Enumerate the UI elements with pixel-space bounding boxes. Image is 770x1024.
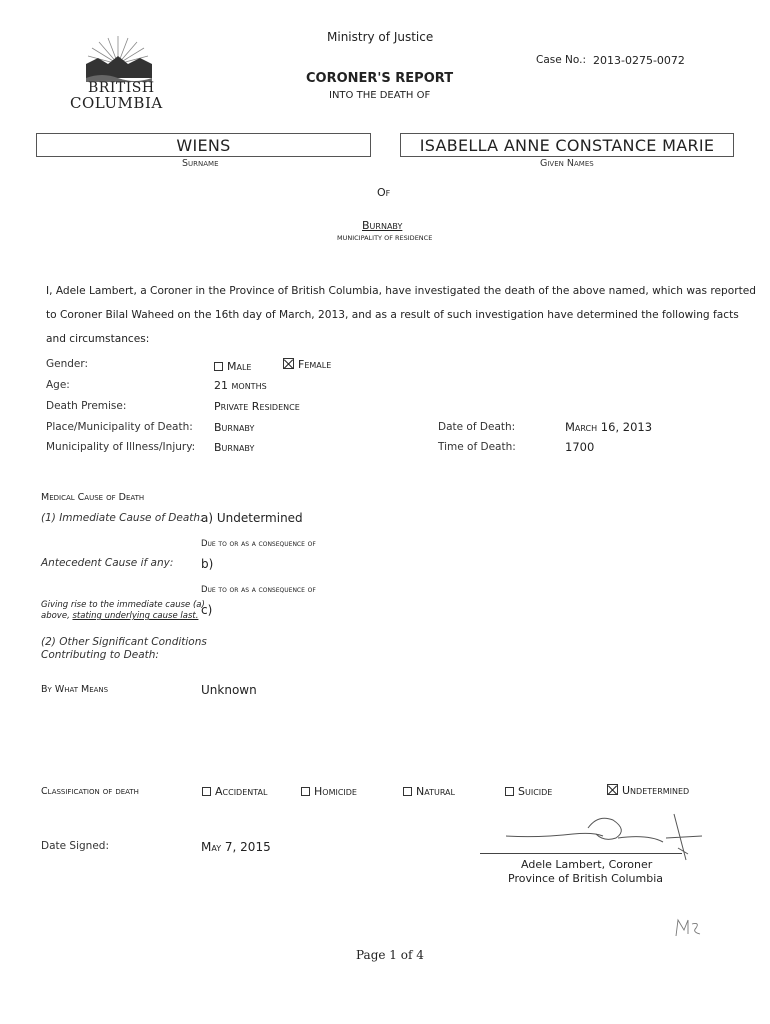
case-number: 2013-0275-0072	[593, 54, 685, 67]
signatory-name: Adele Lambert, Coroner	[521, 858, 653, 871]
classification-suicide-text: Suicide	[518, 785, 553, 798]
place-of-death-value: Burnaby	[214, 421, 255, 434]
case-number-label: Case No.:	[536, 54, 587, 66]
statement-line-2: to Coroner Bilal Waheed on the 16th day of March, 2013, and as a result of such investigation have determined the following facts	[46, 309, 739, 321]
classification-homicide	[301, 785, 357, 798]
date-signed-label: Date Signed:	[41, 840, 109, 852]
immediate-cause-label: (1) Immediate Cause of Death:	[41, 512, 204, 524]
antecedent-cause-value: b)	[201, 557, 214, 571]
medical-cause-heading: Medical Cause of Death	[41, 492, 145, 503]
illness-municipality-value: Burnaby	[214, 441, 255, 454]
bc-sun-mountain-icon	[68, 34, 168, 86]
classification-natural-text: Natural	[416, 785, 455, 798]
gender-female-text: Female	[298, 358, 332, 371]
of-label: Of	[377, 186, 391, 199]
surname-value: WIENS	[176, 135, 231, 155]
giving-rise-line-2a: above,	[41, 611, 73, 621]
surname-label: Surname	[182, 158, 219, 169]
underlying-cause-value: c)	[201, 603, 213, 617]
other-conditions-label-2: Contributing to Death:	[41, 649, 159, 661]
municipality-value: Burnaby	[362, 219, 403, 232]
immediate-cause-value: a) Undetermined	[201, 511, 303, 525]
by-what-means-value: Unknown	[201, 683, 257, 697]
given-names-value: ISABELLA ANNE CONSTANCE MARIE	[419, 135, 715, 155]
signature-line	[480, 853, 682, 854]
classification-undetermined-text: Undetermined	[622, 784, 690, 797]
giving-rise-line-2b: stating underlying cause last.	[72, 611, 199, 621]
due-to-2: Due to or as a consequence of	[201, 585, 316, 595]
classification-homicide-text: Homicide	[314, 785, 357, 798]
place-of-death-label: Place/Municipality of Death:	[46, 421, 193, 433]
checkbox-natural	[403, 787, 412, 796]
statement-line-3: and circumstances:	[46, 333, 150, 345]
other-conditions-label-1: (2) Other Significant Conditions	[41, 636, 207, 648]
municipality-label: MUNICIPALITY OF RESIDENCE	[337, 234, 433, 242]
time-of-death-label: Time of Death:	[438, 441, 516, 453]
gender-female	[283, 358, 331, 371]
ministry-title: Ministry of Justice	[327, 30, 434, 44]
bc-logo	[68, 34, 168, 114]
giving-rise-line-1: Giving rise to the immediate cause (a)	[41, 600, 205, 610]
age-label: Age:	[46, 379, 70, 391]
time-of-death-value: 1700	[565, 440, 595, 454]
checkbox-female-checked	[283, 358, 294, 369]
gender-label: Gender:	[46, 358, 89, 370]
checkbox-male	[214, 362, 223, 371]
report-title: CORONER'S REPORT	[306, 71, 454, 86]
handwritten-signature	[478, 808, 708, 864]
classification-natural	[403, 785, 455, 798]
checkbox-undetermined-checked	[607, 784, 618, 795]
page-number: Page 1 of 4	[356, 948, 424, 962]
illness-municipality-label: Municipality of Illness/Injury:	[46, 441, 196, 453]
date-of-death-label: Date of Death:	[438, 421, 516, 433]
given-names-label: Given Names	[540, 158, 594, 169]
signatory-province: Province of British Columbia	[508, 872, 664, 885]
checkbox-accidental	[202, 787, 211, 796]
handwritten-initials	[672, 914, 704, 940]
classification-undetermined	[607, 784, 689, 797]
gender-male-text: Male	[227, 360, 252, 373]
logo-text-columbia: COLUMBIA	[70, 94, 163, 112]
date-of-death-value: March 16, 2013	[565, 420, 653, 434]
classification-label: Classification of death	[41, 786, 139, 797]
classification-accidental-text: Accidental	[215, 785, 268, 798]
report-subtitle: INTO THE DEATH OF	[329, 90, 431, 101]
checkbox-suicide	[505, 787, 514, 796]
classification-accidental	[202, 785, 267, 798]
given-names-box	[400, 133, 734, 157]
death-premise-value: Private Residence	[214, 400, 300, 413]
giving-rise-line-2	[41, 611, 198, 621]
date-signed-value: May 7, 2015	[201, 840, 271, 854]
death-premise-label: Death Premise:	[46, 400, 127, 412]
logo-text-british: BRITISH	[88, 80, 155, 96]
due-to-1: Due to or as a consequence of	[201, 539, 316, 549]
statement-line-1: I, Adele Lambert, a Coroner in the Province of British Columbia, have investigated the death of the above named, which was reported	[46, 285, 756, 297]
age-value: 21 months	[214, 379, 267, 392]
antecedent-cause-label: Antecedent Cause if any:	[41, 557, 174, 569]
gender-male	[214, 360, 251, 373]
surname-box	[36, 133, 371, 157]
checkbox-homicide	[301, 787, 310, 796]
by-what-means-label: By What Means	[41, 684, 109, 695]
classification-suicide	[505, 785, 552, 798]
